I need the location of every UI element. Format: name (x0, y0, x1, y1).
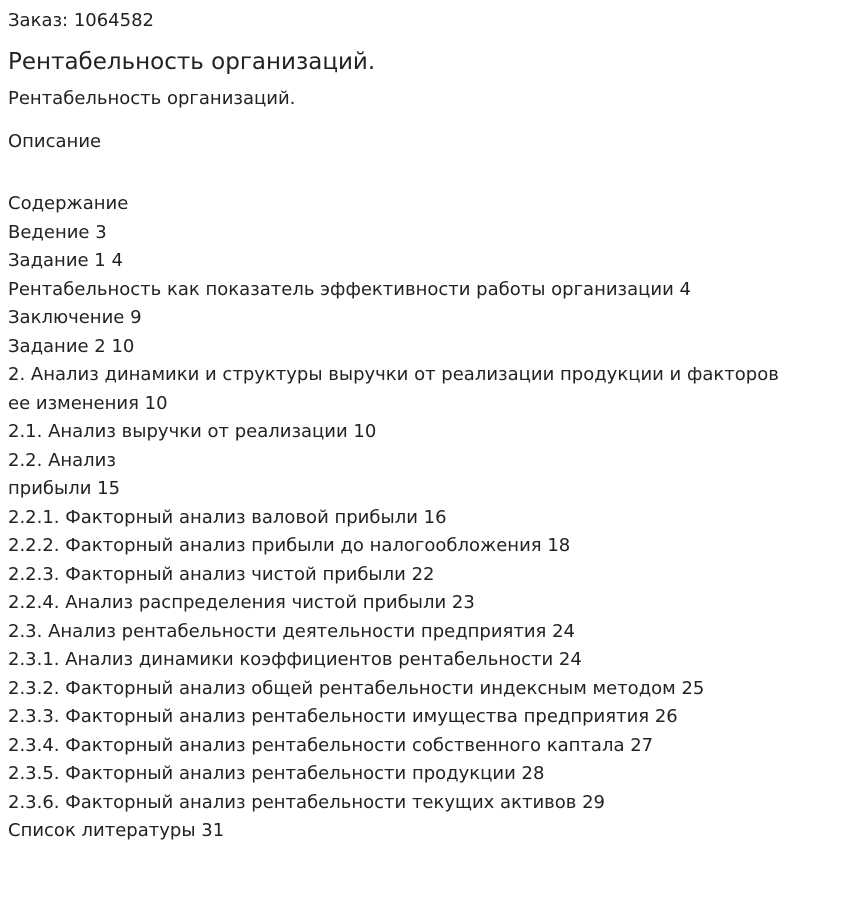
toc-line: прибыли 15 (8, 478, 121, 499)
toc-line: Задание 1 4 (8, 250, 123, 271)
toc-line: 2.3.5. Факторный анализ рентабельности продукции 28 (8, 763, 545, 784)
page-subtitle: Рентабельность организаций. (8, 88, 296, 109)
toc-line: Список литературы 31 (8, 820, 225, 841)
page-title: Рентабельность организаций. (8, 49, 376, 75)
order-number: Заказ: 1064582 (8, 10, 154, 31)
toc-line: 2. Анализ динамики и структуры выручки от реализации продукции и факторов (8, 364, 779, 385)
toc-line: 2.3.4. Факторный анализ рентабельности собственного каптала 27 (8, 734, 654, 756)
toc-line: 2.3. Анализ рентабельности деятельности предприятия 24 (8, 620, 576, 642)
toc-line: 2.3.2. Факторный анализ общей рентабельности индексным методом 25 (8, 677, 705, 699)
toc-line: Ведение 3 (8, 221, 107, 243)
toc-line: Заключение 9 (8, 307, 142, 328)
toc-line: 2.3.6. Факторный анализ рентабельности текущих активов 29 (8, 791, 605, 813)
toc-line: ее изменения 10 (8, 392, 168, 414)
toc-line: 2.3.3. Факторный анализ рентабельности имущества предприятия 26 (8, 706, 678, 727)
toc-line: 2.2.1. Факторный анализ валовой прибыли 16 (8, 506, 447, 528)
toc-heading: Содержание (8, 193, 129, 214)
table-of-contents (8, 190, 838, 846)
description-heading: Описание (8, 131, 102, 152)
toc-line: Задание 2 10 (8, 335, 135, 357)
toc-line: 2.1. Анализ выручки от реализации 10 (8, 421, 377, 442)
toc-line: 2.2.4. Анализ распределения чистой прибыли 23 (8, 592, 475, 613)
toc-line: Рентабельность как показатель эффективности работы организации 4 (8, 278, 691, 300)
toc-line: 2.2.3. Факторный анализ чистой прибыли 22 (8, 563, 435, 585)
toc-line: 2.2.2. Факторный анализ прибыли до налогообложения 18 (8, 535, 571, 556)
toc-line: 2.3.1. Анализ динамики коэффициентов рентабельности 24 (8, 649, 582, 670)
toc-line: 2.2. Анализ (8, 449, 116, 471)
